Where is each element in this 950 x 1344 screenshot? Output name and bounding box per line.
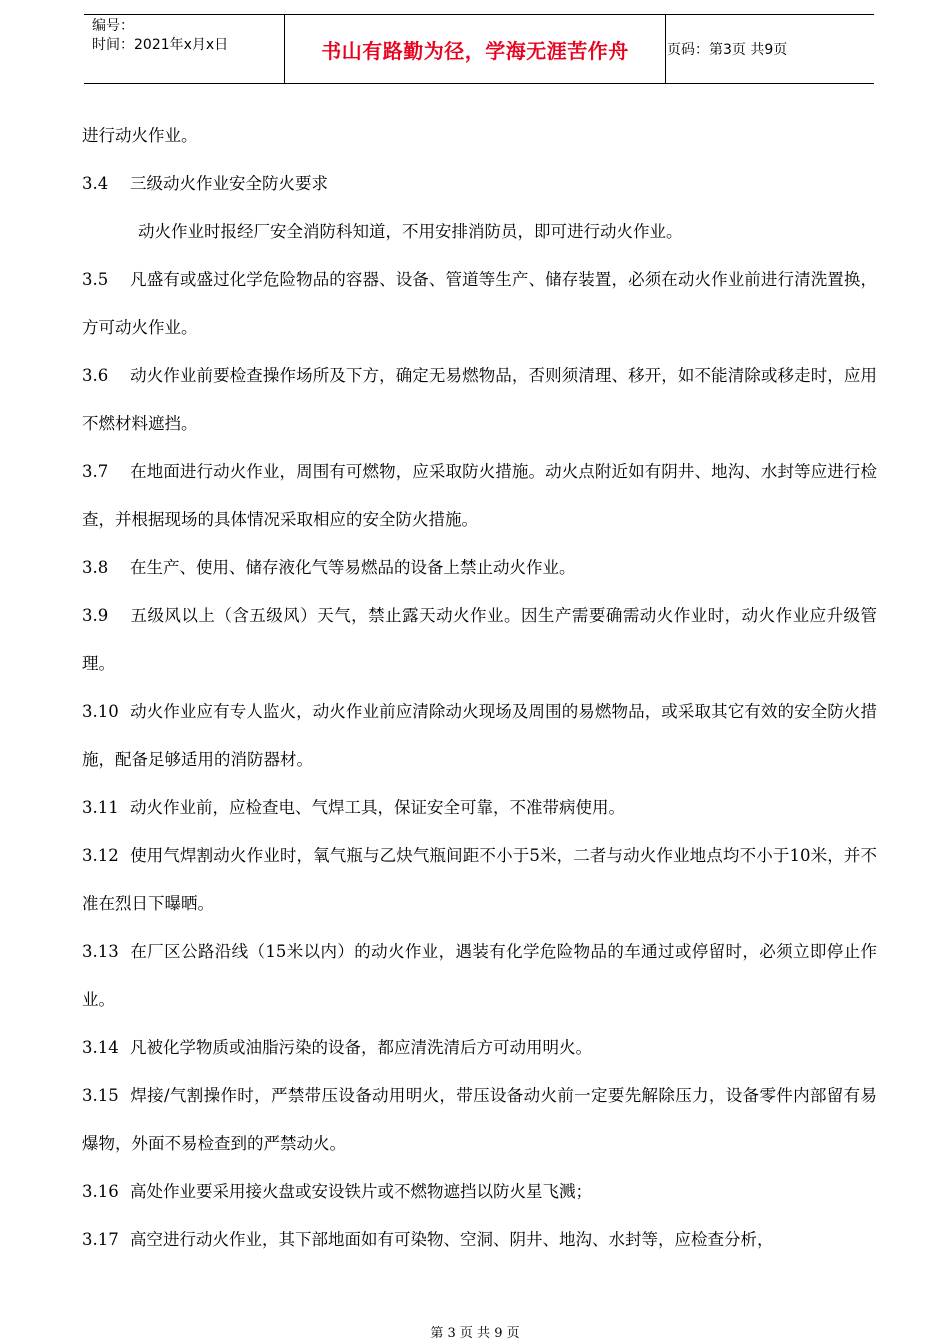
section-number: 3.4: [82, 174, 109, 193]
paragraph: [82, 1168, 877, 1216]
document-body: [82, 112, 877, 1264]
header-motto: 书山有路勤为径，学海无涯苦作舟: [321, 38, 629, 63]
paragraph: [82, 832, 877, 928]
time-label: 时间：2021年x月x日: [92, 37, 229, 53]
paragraph: [82, 112, 877, 160]
paragraph-text: 在生产、使用、储存液化气等易燃品的设备上禁止动火作业。: [130, 558, 576, 577]
header-page-info: 页码：第3页 共9页: [667, 42, 788, 58]
paragraph: [82, 688, 877, 784]
page-footer: 第 3 页 共 9 页: [430, 1326, 520, 1341]
section-number: 3.15: [82, 1086, 119, 1105]
paragraph: [82, 544, 877, 592]
paragraph-text: 动火作业前要检查操作场所及下方，确定无易燃物品，否则须清理、移开，如不能清除或移走时，应用不燃材料遮挡。: [82, 366, 877, 433]
paragraph-text: 高空进行动火作业，其下部地面如有可染物、空洞、阴井、地沟、水封等，应检查分析，: [130, 1230, 774, 1249]
paragraph-text: 在地面进行动火作业，周围有可燃物，应采取防火措施。动火点附近如有阴井、地沟、水封等应进行检查，并根据现场的具体情况采取相应的安全防火措施。: [82, 462, 877, 529]
paragraph-text: 焊接/气割操作时，严禁带压设备动用明火，带压设备动火前一定要先解除压力，设备零件内部留有易爆物，外面不易检查到的严禁动火。: [82, 1086, 877, 1153]
section-number: 3.9: [82, 606, 109, 625]
section-number: 3.7: [82, 462, 109, 481]
paragraph: [82, 1072, 877, 1168]
paragraph-text: 动火作业时报经厂安全消防科知道，不用安排消防员，即可进行动火作业。: [138, 222, 683, 241]
section-number: 3.6: [82, 366, 109, 385]
paragraph: [82, 784, 877, 832]
paragraph: [82, 256, 877, 352]
section-number: 3.17: [82, 1230, 119, 1249]
section-number: 3.13: [82, 942, 119, 961]
paragraph: [82, 448, 877, 544]
paragraph-text: 使用气焊割动火作业时，氧气瓶与乙炔气瓶间距不小于5米，二者与动火作业地点均不小于10米，并不准在烈日下曝晒。: [82, 846, 877, 913]
paragraph-text: 高处作业要采用接火盘或安设铁片或不燃物遮挡以防火星飞溅；: [130, 1182, 592, 1201]
header-meta: [92, 17, 282, 55]
paragraph-text: 凡盛有或盛过化学危险物品的容器、设备、管道等生产、储存装置，必须在动火作业前进行清洗置换，方可动火作业。: [82, 270, 877, 337]
section-number: 3.10: [82, 702, 119, 721]
paragraph: [82, 1024, 877, 1072]
paragraph-text: 进行动火作业。: [82, 126, 198, 145]
number-label: 编号：: [92, 18, 134, 34]
paragraph-text: 凡被化学物质或油脂污染的设备，都应清洗清后方可动用明火。: [130, 1038, 592, 1057]
paragraph-text: 动火作业前，应检查电、气焊工具，保证安全可靠，不准带病使用。: [130, 798, 625, 817]
paragraph-text: 五级风以上（含五级风）天气，禁止露天动火作业。因生产需要确需动火作业时，动火作业应升级管理。: [82, 606, 877, 673]
header-motto-cell: [284, 15, 666, 83]
document-header: [84, 14, 874, 84]
paragraph: [82, 1216, 877, 1264]
section-number: 3.12: [82, 846, 119, 865]
paragraph: [82, 352, 877, 448]
section-number: 3.16: [82, 1182, 119, 1201]
paragraph-text: 在厂区公路沿线（15米以内）的动火作业，遇装有化学危险物品的车通过或停留时，必须立即停止作业。: [82, 942, 877, 1009]
paragraph-text: 三级动火作业安全防火要求: [130, 174, 328, 193]
section-number: 3.5: [82, 270, 109, 289]
section-number: 3.8: [82, 558, 109, 577]
paragraph: [82, 160, 877, 208]
paragraph-text: 动火作业应有专人监火，动火作业前应清除动火现场及周围的易燃物品，或采取其它有效的安全防火措施，配备足够适用的消防器材。: [82, 702, 877, 769]
section-number: 3.11: [82, 798, 119, 817]
paragraph: [82, 208, 877, 256]
section-number: 3.14: [82, 1038, 119, 1057]
paragraph: [82, 928, 877, 1024]
paragraph: [82, 592, 877, 688]
